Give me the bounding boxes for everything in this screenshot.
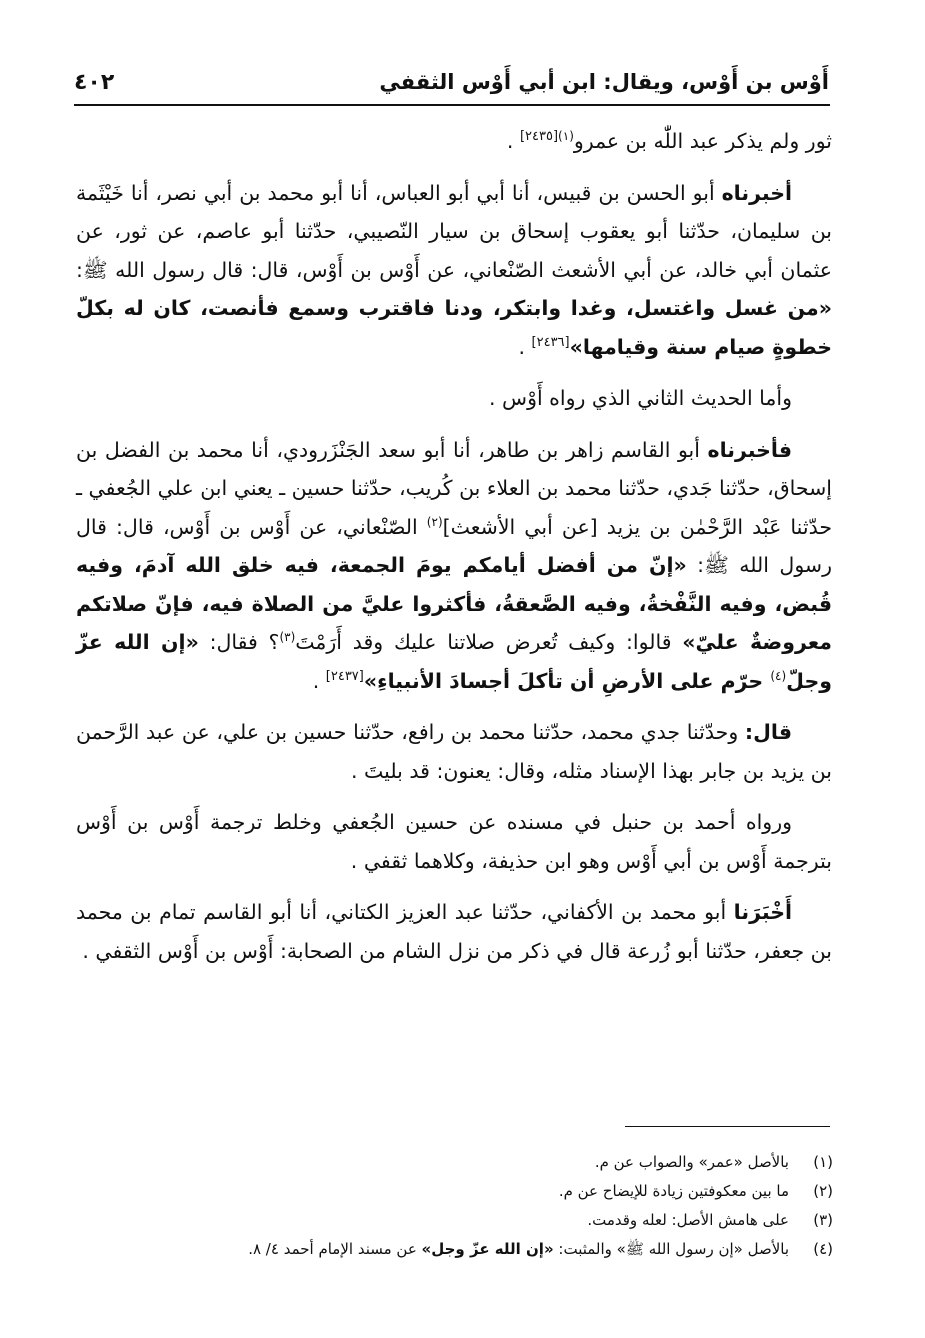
paragraph-7 <box>76 893 832 970</box>
footnote-marker: (٤) <box>770 668 787 683</box>
header-rule <box>74 104 830 106</box>
footnote-text: ما بين معكوفتين زيادة للإيضاح عن م. <box>558 1182 789 1200</box>
chain-keyword: أخبرناه <box>721 180 792 205</box>
hadith-reference: [٢٤٣٦] <box>531 334 570 350</box>
footnote-text: بالأصل «عمر» والصواب عن م. <box>594 1153 789 1171</box>
page-header <box>74 62 829 102</box>
page-number: ٤٠٢ <box>74 69 115 95</box>
paragraph-end: . <box>506 129 520 153</box>
footnote-text-part: بالأصل «إن رسول الله ﷺ» والمثبت: <box>553 1240 789 1258</box>
paragraph-text: أبو القاسم زاهر بن طاهر، أنا أبو سعد الجَنْزَرودي، أنا محمد بن الفضل بن إسحاق، حدّثنا جَدي، حدّثنا محمد بن العلاء بن كُريب، حدّثنا حسين ـ يعني ابن علي الجُعفي ـ حدّثنا عَبْد الرَّحْمٰن بن يزيد [عن أبي الأشعث] <box>76 437 832 539</box>
paragraph-5 <box>76 713 832 790</box>
paragraph-6 <box>76 803 832 880</box>
paragraph-2 <box>76 174 832 367</box>
hadith-reference: [٢٤٣٥] <box>519 129 559 145</box>
paragraph-text: قالوا: وكيف تُعرض صلاتنا عليك وقد أَرَمْتَ <box>295 630 683 654</box>
paragraph-1 <box>76 122 832 161</box>
footnote-item <box>103 1148 833 1177</box>
footnotes <box>103 1148 833 1264</box>
footnote-text-bold: «إن الله عزّ وجل» <box>421 1240 554 1258</box>
paragraph-3 <box>76 379 832 418</box>
chain-keyword: فأخبرناه <box>707 437 792 462</box>
hadith-text: «من غسل واغتسل، وغدا وابتكر، ودنا فاقترب وسمع فأنصت، كان له بكلّ خطوةٍ صيام سنة وقيامها» <box>76 296 832 359</box>
footnote-number: (٢) <box>813 1182 833 1200</box>
footnote-marker: (٣) <box>279 630 296 645</box>
footnote-marker: (٢) <box>426 514 443 529</box>
footnote-number: (٣) <box>813 1211 833 1229</box>
paragraph-end: . <box>518 334 532 359</box>
hadith-text: حرّم على الأرضِ أن تأكلَ أجسادَ الأنبياءِ» <box>363 668 771 693</box>
chain-keyword: أَخْبَرَنا <box>733 900 792 924</box>
paragraph-text: وحدّثنا جدي محمد، حدّثنا محمد بن رافع، حدّثنا حسين بن علي، عن عبد الرَّحمن بن يزيد بن جابر بهذا الإسناد مثله، وقال: يعنون: قد بليتَ . <box>76 720 832 783</box>
paragraph-text: وأما الحديث الثاني الذي رواه أَوْس . <box>489 386 792 410</box>
main-text <box>76 122 832 983</box>
paragraph-text: أبو الحسن بن قبيس، أنا أبي أبو العباس، أنا أبو محمد بن أبي نصر، أنا خَيْثَمة بن سليمان، حدّثنا أبو يعقوب إسحاق بن سيار النّصيبي، حدّثنا أبو عاصم، عن ثور، عن عثمان أبي خالد، عن أبي الأشعث الصّنْعاني، عن أَوْس بن أَوْس، قال: قال رسول الله ﷺ: <box>76 180 832 282</box>
footnote-text-part: عن مسند الإمام أحمد ٤/ ٨. <box>248 1240 422 1258</box>
hadith-text: «إن الله عزّ وجلّ <box>76 630 832 693</box>
running-title: أَوْس بن أَوْس، ويقال: ابن أبي أَوْس الثقفي <box>379 70 829 94</box>
paragraph-end: . <box>312 668 326 693</box>
footnote-item <box>103 1235 833 1264</box>
footnote-text <box>248 1235 789 1264</box>
paragraph-text: ثور ولم يذكر عبد اللّٰه بن عمرو <box>573 129 832 153</box>
paragraph-text: ورواه أحمد بن حنبل في مسنده عن حسين الجُعفي وخلط ترجمة أَوْس بن أَوْس بترجمة أَوْس بن أبي أَوْس وهو ابن حذيفة، وكلاهما ثقفي . <box>76 810 832 873</box>
footnote-number: (١) <box>813 1153 833 1171</box>
paragraph-text: أبو محمد بن الأكفاني، حدّثنا عبد العزيز الكتاني، أنا أبو القاسم تمام بن محمد بن جعفر، حدّثنا أبو زُرعة قال في ذكر من نزل الشام من الصحابة: أَوْس بن أَوْس الثقفي . <box>76 900 832 963</box>
footnote-item <box>103 1206 833 1235</box>
paragraph-text: الصّنْعاني، عن أَوْس بن أَوْس، قال: قال رسول الله ﷺ: <box>76 514 832 577</box>
paragraph-4 <box>76 431 832 701</box>
paragraph-text: ؟ فقال: <box>198 630 280 654</box>
footnote-marker: (١) <box>558 129 574 144</box>
hadith-reference: [٢٤٣٧] <box>325 668 364 684</box>
footnote-rule <box>625 1126 830 1127</box>
chain-keyword: قال: <box>744 720 792 744</box>
footnote-number: (٤) <box>813 1240 833 1258</box>
footnote-item <box>103 1177 833 1206</box>
footnote-text: على هامش الأصل: لعله وقدمت. <box>587 1211 789 1229</box>
hadith-text: «إنّ من أفضل أيامكم يومَ الجمعة، فيه خلق الله آدمَ، وفيه قُبض، وفيه النَّفْخةُ، وفيه الصَّعقةُ، فأكثروا عليَّ من الصلاة فيه، فإنّ صلاتكم معروضةٌ عليّ» <box>76 553 832 654</box>
